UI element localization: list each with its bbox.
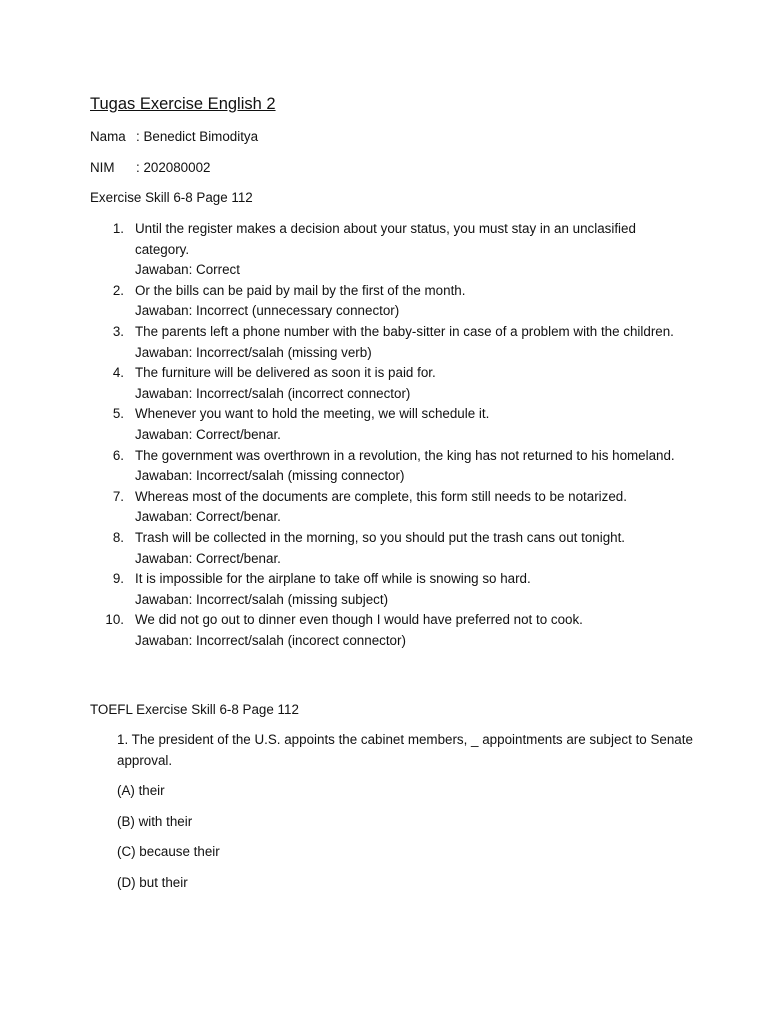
item-answer: Jawaban: Incorrect/salah (incorrect connector)	[135, 385, 411, 401]
item-number: 1.	[112, 221, 124, 236]
item-answer: Jawaban: Incorrect/salah (missing verb)	[135, 344, 372, 360]
name-field	[90, 129, 258, 144]
option-d: (D) but their	[117, 875, 188, 890]
exercise-item	[90, 363, 690, 404]
document-title: Tugas Exercise English 2	[90, 95, 276, 113]
item-text: Whereas most of the documents are complete, this form still needs to be notarized.	[135, 488, 627, 504]
option-a: (A) their	[117, 783, 165, 798]
item-text: Trash will be collected in the morning, so you should put the trash cans out tonight.	[135, 529, 626, 545]
section-heading-toefl: TOEFL Exercise Skill 6-8 Page 112	[90, 702, 299, 717]
exercise-item	[90, 404, 690, 445]
toefl-question: 1. The president of the U.S. appoints the cabinet members, _ appointments are subject to Senate approval.	[117, 732, 693, 768]
item-number: 3.	[112, 323, 124, 339]
nim-label: NIM	[90, 160, 115, 175]
nim-value: : 202080002	[136, 160, 211, 175]
item-number: 7.	[112, 488, 124, 504]
name-label: Nama	[90, 129, 126, 144]
item-answer: Jawaban: Correct	[135, 262, 240, 278]
nim-field	[90, 160, 210, 175]
item-number: 10.	[105, 612, 124, 628]
item-answer: Jawaban: Incorrect/salah (missing connector)	[135, 468, 405, 484]
item-text: The parents left a phone number with the baby-sitter in case of a problem with the children.	[135, 323, 674, 339]
item-text: The furniture will be delivered as soon it is paid for.	[135, 365, 436, 381]
item-number: 9.	[112, 571, 124, 587]
item-text: Or the bills can be paid by mail by the first of the month.	[135, 282, 466, 298]
exercise-list	[90, 219, 690, 651]
exercise-item	[90, 281, 690, 322]
item-number: 2.	[112, 282, 124, 298]
option-c: (C) because their	[117, 844, 220, 859]
item-answer: Jawaban: Incorrect (unnecessary connector)	[135, 303, 400, 319]
item-number: 5.	[112, 406, 124, 422]
item-number: 8.	[112, 529, 124, 545]
exercise-item	[90, 610, 690, 651]
item-answer: Jawaban: Incorrect/salah (missing subject)	[135, 591, 389, 607]
item-text: We did not go out to dinner even though I would have preferred not to cook.	[135, 612, 583, 628]
item-text: Whenever you want to hold the meeting, we will schedule it.	[135, 406, 490, 422]
item-text: Until the register makes a decision about your status, you must stay in an unclasified category.	[135, 221, 636, 257]
name-value: : Benedict Bimoditya	[136, 129, 259, 144]
exercise-item	[90, 487, 690, 528]
exercise-item	[90, 322, 690, 363]
item-number: 6.	[112, 447, 124, 463]
item-answer: Jawaban: Incorrect/salah (incorect connector)	[135, 632, 406, 648]
item-text: It is impossible for the airplane to take off while is snowing so hard.	[135, 571, 531, 587]
exercise-item	[90, 219, 690, 281]
item-number: 4.	[112, 365, 124, 381]
exercise-item	[90, 528, 690, 569]
item-answer: Jawaban: Correct/benar.	[135, 426, 281, 442]
exercise-item	[90, 569, 690, 610]
item-text: The government was overthrown in a revolution, the king has not returned to his homeland.	[135, 447, 675, 463]
exercise-item	[90, 446, 690, 487]
option-b: (B) with their	[117, 814, 193, 829]
item-answer: Jawaban: Correct/benar.	[135, 550, 281, 566]
section-heading-exercise: Exercise Skill 6-8 Page 112	[90, 190, 253, 205]
item-answer: Jawaban: Correct/benar.	[135, 509, 281, 525]
